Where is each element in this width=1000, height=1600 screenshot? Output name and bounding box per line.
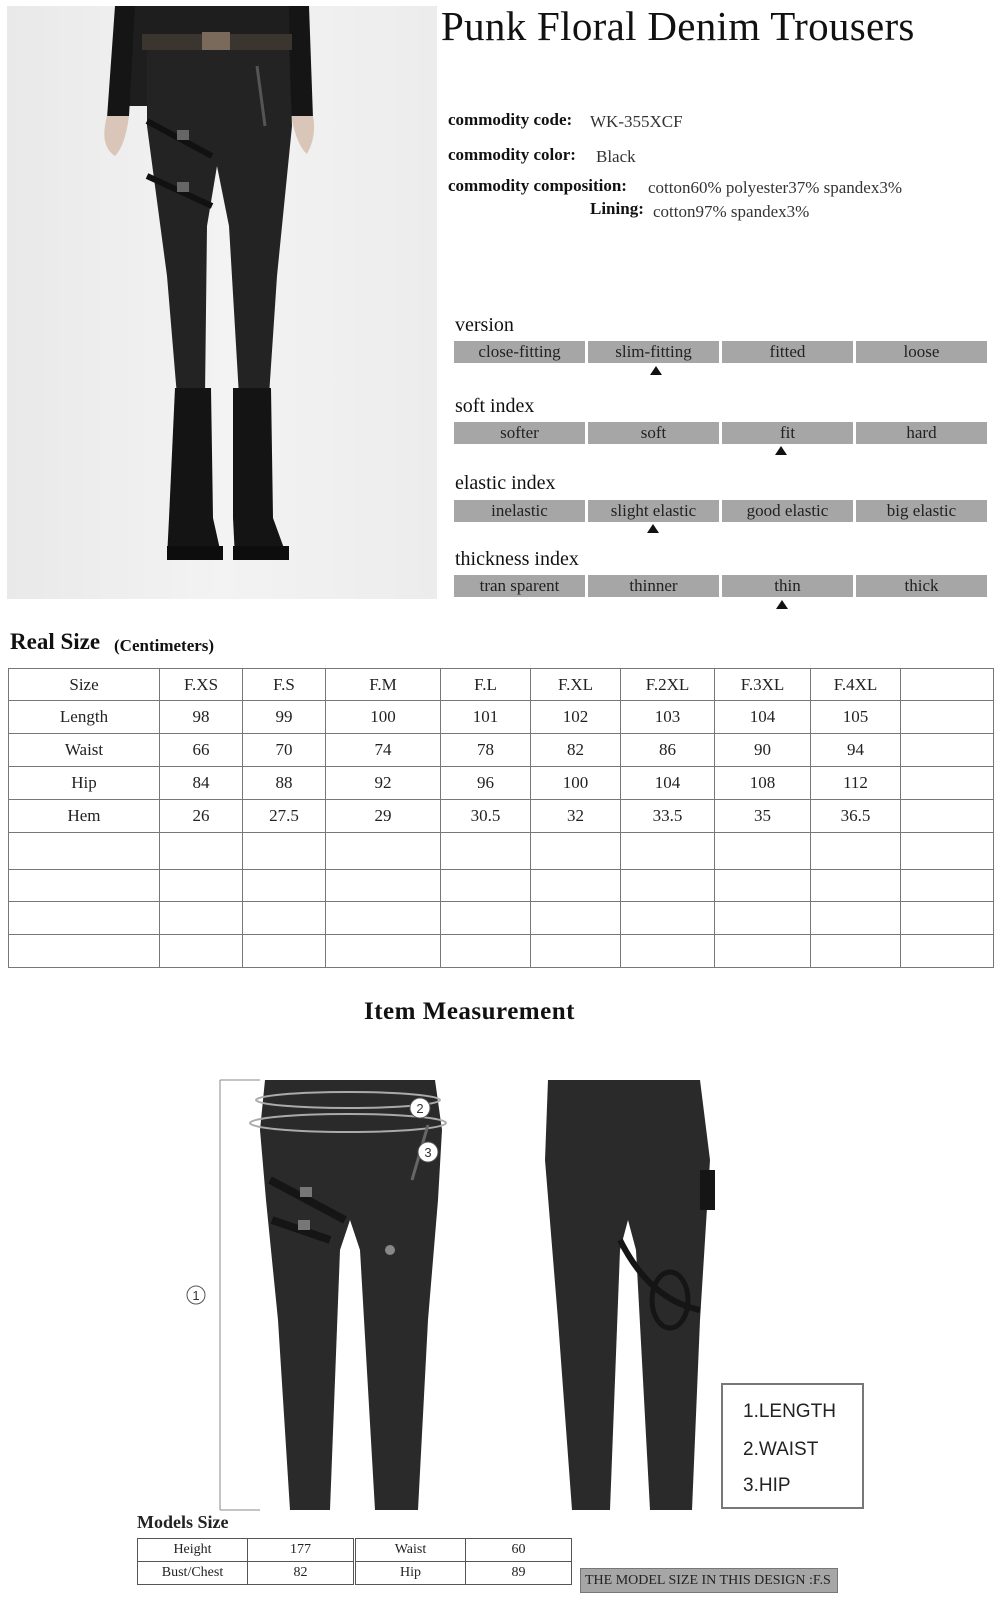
thickness-index-scale [454,575,987,598]
size-chart-header-cell: F.4XL [811,669,901,701]
size-chart-row-label [9,833,160,870]
model-hip-label: Hip [356,1562,466,1585]
size-chart-cell [901,902,994,935]
model-hip-value: 89 [466,1562,572,1585]
size-chart-cell [160,870,243,902]
size-chart-cell [160,833,243,870]
size-chart-cell [715,870,811,902]
size-chart-row-label [9,902,160,935]
size-chart-row-label: Hem [9,800,160,833]
size-chart-cell [326,935,441,968]
size-chart-cell [243,902,326,935]
soft-index-title: soft index [455,395,535,417]
thickness-index-option: thick [856,575,987,597]
length-guide [187,1080,260,1510]
thickness-index-selected-marker [776,600,788,609]
size-chart-cell [621,935,715,968]
version-option: close-fitting [454,341,585,363]
size-chart-header-cell: Size [9,669,160,701]
size-chart-cell [715,935,811,968]
size-chart-cell: 29 [326,800,441,833]
size-chart-cell: 70 [243,734,326,767]
commodity-composition-value: cotton60% polyester37% spandex3% [648,178,902,197]
size-chart-cell [715,902,811,935]
size-chart-cell [811,833,901,870]
size-chart-cell [901,935,994,968]
size-chart-cell: 74 [326,734,441,767]
size-chart-header-cell: F.L [441,669,531,701]
model-height-value: 177 [248,1539,354,1562]
model-waist-label: Waist [356,1539,466,1562]
size-chart-row-label: Waist [9,734,160,767]
models-size-table-right [355,1538,572,1585]
model-waist-value: 60 [466,1539,572,1562]
thickness-index-option: tran sparent [454,575,585,597]
size-chart-cell: 100 [326,701,441,734]
size-chart-cell [901,734,994,767]
size-chart-cell [621,870,715,902]
size-chart-cell: 94 [811,734,901,767]
commodity-code-label: commodity code: [448,110,573,129]
elastic-index-option: inelastic [454,500,585,522]
thickness-index-option: thin [722,575,853,597]
elastic-index-scale [454,500,987,523]
hip-marker-label: 3 [424,1145,432,1160]
size-chart-cell: 92 [326,767,441,800]
commodity-composition-label: commodity composition: [448,176,627,195]
size-chart-header-row [9,669,994,701]
size-chart-cell: 32 [531,800,621,833]
size-chart-cell [901,870,994,902]
length-marker-label: 1 [192,1288,200,1303]
size-chart-row [9,767,994,800]
size-chart-cell [811,935,901,968]
commodity-color-label: commodity color: [448,145,576,164]
size-chart-row [9,935,994,968]
size-chart-cell [160,902,243,935]
commodity-color-value: Black [596,147,636,166]
soft-index-option: soft [588,422,719,444]
size-chart-cell [243,833,326,870]
back-trousers-illustration [545,1080,715,1510]
models-size-table-left [137,1538,354,1585]
model-size-note: THE MODEL SIZE IN THIS DESIGN :F.S [580,1568,838,1593]
size-chart-row [9,701,994,734]
elastic-index-option: slight elastic [588,500,719,522]
front-trousers-illustration [250,1080,446,1510]
version-option: loose [856,341,987,363]
size-chart-cell [621,902,715,935]
elastic-index-option: big elastic [856,500,987,522]
size-chart-cell [811,870,901,902]
size-chart-row [9,800,994,833]
lining-value: cotton97% spandex3% [653,202,810,221]
size-chart-cell: 27.5 [243,800,326,833]
size-chart-cell [441,833,531,870]
size-chart-header-cell: F.S [243,669,326,701]
size-chart-row [9,870,994,902]
size-chart-row-label [9,935,160,968]
size-chart-cell [243,870,326,902]
size-chart-cell: 66 [160,734,243,767]
size-chart-cell: 96 [441,767,531,800]
size-chart-cell [531,935,621,968]
commodity-code-value: WK-355XCF [590,112,683,131]
soft-index-selected-marker [775,446,787,455]
size-chart-row [9,734,994,767]
size-chart-cell: 82 [531,734,621,767]
size-chart-cell [715,833,811,870]
size-chart-cell: 100 [531,767,621,800]
legend-length: 1.LENGTH [743,1401,836,1422]
version-title: version [455,314,514,336]
size-chart-unit: (Centimeters) [114,636,215,655]
size-chart-row [9,902,994,935]
size-chart-cell: 108 [715,767,811,800]
soft-index-option: softer [454,422,585,444]
size-chart-cell: 78 [441,734,531,767]
thickness-index-title: thickness index [455,548,579,570]
size-chart-cell [243,935,326,968]
model-photo [7,6,437,599]
size-chart-cell [901,833,994,870]
version-selected-marker [650,366,662,375]
size-chart-cell: 102 [531,701,621,734]
size-chart-cell [811,902,901,935]
measurement-legend [721,1383,864,1509]
soft-index-scale [454,422,987,445]
legend-hip: 3.HIP [743,1475,791,1496]
size-chart-cell: 35 [715,800,811,833]
size-chart-cell: 103 [621,701,715,734]
model-bust-label: Bust/Chest [138,1562,248,1585]
legend-waist: 2.WAIST [743,1439,819,1460]
size-chart-table [8,668,994,968]
size-chart-cell: 99 [243,701,326,734]
elastic-index-option: good elastic [722,500,853,522]
size-chart-cell: 86 [621,734,715,767]
size-chart-cell: 33.5 [621,800,715,833]
version-option: slim-fitting [588,341,719,363]
elastic-index-selected-marker [647,524,659,533]
item-measurement-title: Item Measurement [364,998,575,1025]
model-bust-value: 82 [248,1562,354,1585]
size-chart-cell: 36.5 [811,800,901,833]
size-chart-cell: 26 [160,800,243,833]
size-chart-cell [326,833,441,870]
model-height-label: Height [138,1539,248,1562]
size-chart-title: Real Size [10,629,101,654]
size-chart-header-cell: F.XS [160,669,243,701]
waist-marker-label: 2 [416,1101,424,1116]
size-chart-cell: 105 [811,701,901,734]
size-chart-header-cell: F.XL [531,669,621,701]
size-chart-row [9,833,994,870]
model-figure-illustration [7,6,437,599]
size-chart-cell [441,870,531,902]
size-chart-cell: 84 [160,767,243,800]
soft-index-option: fit [722,422,853,444]
size-chart-cell: 112 [811,767,901,800]
size-chart-cell [441,935,531,968]
size-chart-row-label [9,870,160,902]
size-chart-cell [531,902,621,935]
size-chart-cell [531,870,621,902]
size-chart-cell [160,935,243,968]
size-chart-cell [901,701,994,734]
size-chart-cell: 104 [621,767,715,800]
size-chart-cell [441,902,531,935]
models-size-title: Models Size [137,1512,229,1532]
soft-index-option: hard [856,422,987,444]
size-chart-header-cell: F.M [326,669,441,701]
size-chart-cell: 98 [160,701,243,734]
size-chart-cell [901,800,994,833]
size-chart-row-label: Length [9,701,160,734]
size-chart-cell [326,870,441,902]
measurement-diagram [180,1070,740,1520]
size-chart-cell [901,767,994,800]
size-chart-cell: 104 [715,701,811,734]
version-option: fitted [722,341,853,363]
thickness-index-option: thinner [588,575,719,597]
lining-label: Lining: [590,199,644,218]
elastic-index-title: elastic index [455,472,556,494]
size-chart-cell [531,833,621,870]
version-scale [454,341,987,364]
size-chart-header-cell: F.2XL [621,669,715,701]
size-chart-row-label: Hip [9,767,160,800]
size-chart-cell [326,902,441,935]
size-chart-cell: 30.5 [441,800,531,833]
product-title: Punk Floral Denim Trousers [441,3,915,49]
size-chart-cell: 101 [441,701,531,734]
size-chart-header-cell: F.3XL [715,669,811,701]
size-chart-cell: 88 [243,767,326,800]
size-chart-cell: 90 [715,734,811,767]
size-chart-header-cell [901,669,994,701]
size-chart-cell [621,833,715,870]
